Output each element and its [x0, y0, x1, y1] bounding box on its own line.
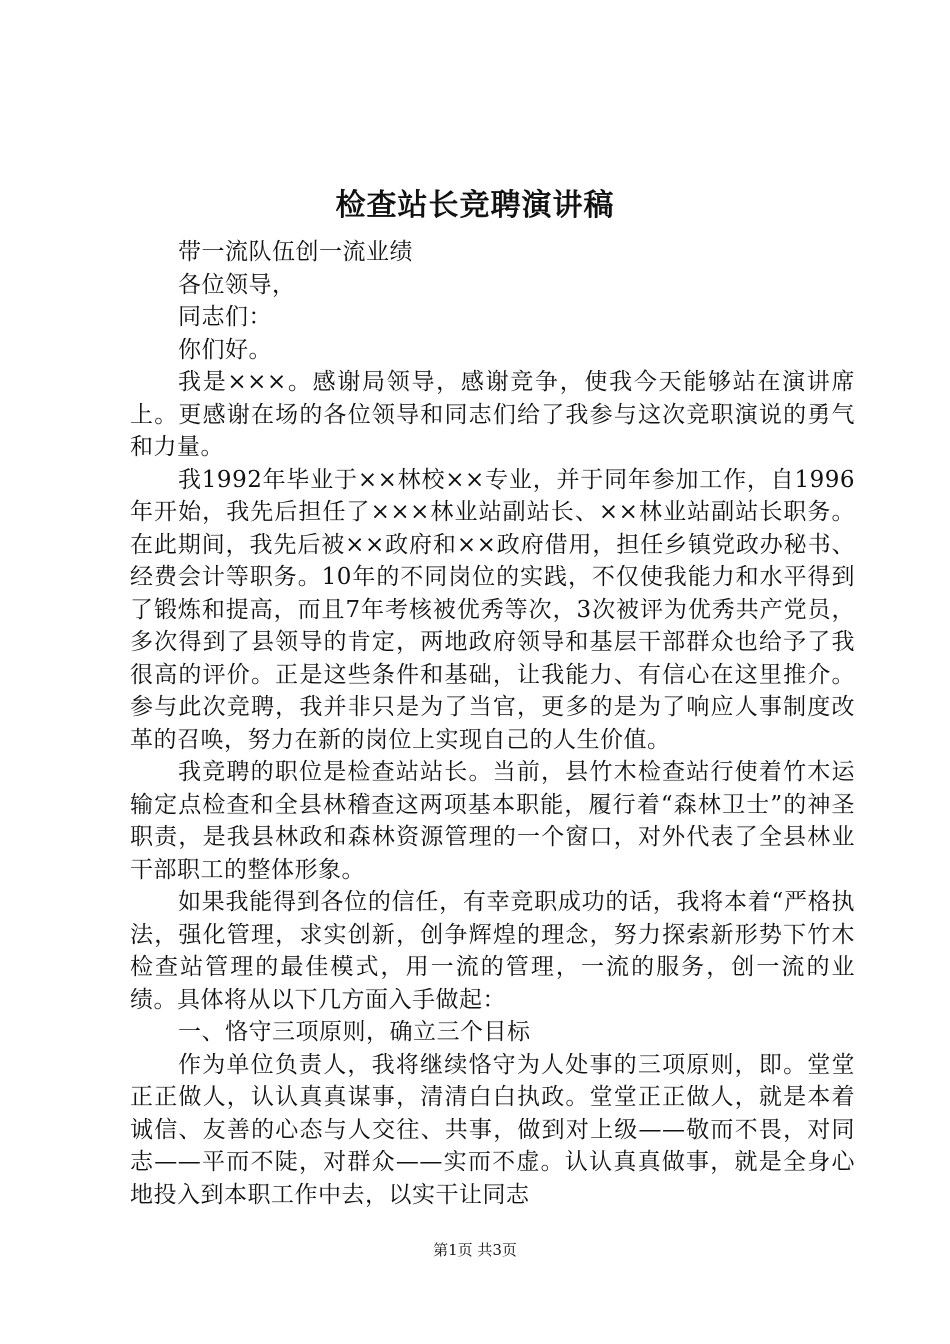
document-title: 检查站长竞聘演讲稿: [335, 188, 615, 223]
paragraph: 你们好。: [178, 336, 272, 363]
paragraph: 如果我能得到各位的信任，有幸竞职成功的话，我将本着“严格执法，强化管理，求实创新，创争辉煌的理念，努力探索新形势下竹木检查站管理的最佳模式，用一流的管理，一流的服务，创一流的业绩。具体将从以下几方面入手做起：: [130, 889, 855, 1013]
paragraph: 同志们：: [178, 304, 272, 330]
paragraph: 我1992年毕业于××林校××专业，并于同年参加工作，自1996年开始，我先后担任了×××林业站副站长、××林业站副站长职务。在此期间，我先后被××政府和××政府借用，担任乡镇党政办秘书、经费会计等职务。10年的不同岗位的实践，不仅使我能力和水平得到了锻炼和提高，而且7年考核被优秀等次，3次被评为优秀共产党员，多次得到了县领导的肯定，两地政府领导和基层干部群众也给予了我很高的评价。正是这些条件和基础，让我能力、有信心在这里推介。参与此次竞聘，我并非只是为了当官，更多的是为了响应人事制度改革的召唤，努力在新的岗位上实现自己的人生价值。: [130, 466, 855, 753]
page-footer: 第1页 共3页: [433, 1241, 517, 1259]
paragraph: 作为单位负责人，我将继续恪守为人处事的三项原则，即。堂堂正正做人，认认真真谋事，清清白白执政。堂堂正正做人，就是本着诚信、友善的心态与人交往、共事，做到对上级——敬而不畏，对同志——平而不陡，对群众——实而不虚。认认真真做事，就是全身心地投入到本职工作中去，以实干让同志: [130, 1051, 855, 1208]
paragraph: 各位领导，: [178, 271, 296, 298]
paragraph: 带一流队伍创一流业绩: [178, 239, 413, 265]
paragraph: 我是×××。感谢局领导，感谢竞争，使我今天能够站在演讲席上。更感谢在场的各位领导和同志们给了我参与这次竞职演说的勇气和力量。: [130, 369, 855, 460]
document-body: [130, 236, 855, 1211]
paragraph: 一、恪守三项原则，确立三个目标: [178, 1019, 531, 1045]
paragraph: 我竞聘的职位是检查站站长。当前，县竹木检查站行使着竹木运输定点检查和全县林稽查这两项基本职能，履行着“森林卫士”的神圣职责，是我县林政和森林资源管理的一个窗口，对外代表了全县林业干部职工的整体形象。: [130, 759, 855, 883]
